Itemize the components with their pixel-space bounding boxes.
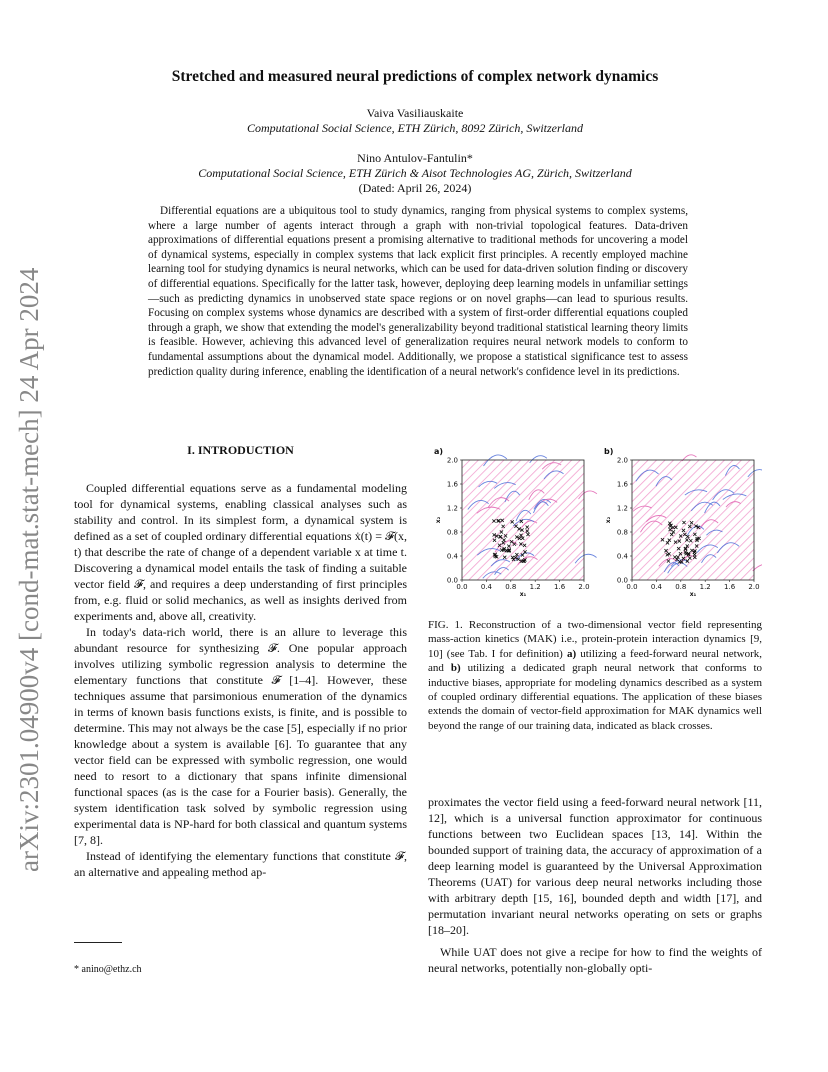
y-tick-label: 0.4	[616, 552, 628, 561]
caption-tail: utilizing a dedicated graph neural network that conforms to inductive biases, appropriate for modeling dynamics described as a system of coupled ordinary differential equations. The application of these biases extends the domain of vector-field approximation for MAK dynamics well beyond the range of our training data, indicated as black crosses.	[428, 662, 763, 732]
x-tick-label: 1.2	[699, 583, 711, 591]
intro-paragraph-2: In today's data-rich world, there is an allure to leverage this abundant resource for synthesizing 𝓕. One popular approach involves utilizing symbolic regression analysis to determine the elementary functions that constitute 𝓕 [1–4]. However, these techniques assume that parsimonious enumeration of the dynamics in terms of known basis functions exists, is finite, and is possible to determine. This may not always be the case [5], especially if no prior knowledge about a system is available [6]. To guarantee that any vector field can be expressed with symbolic regression, one would need to resort to a dictionary that spans infinite dimensional functional spaces (as is the case for a Fourier basis). Generally, the system identification task solved by symbolic regression using experimental data is NP-hard for both classical and quantum systems [7, 8].	[74, 625, 407, 847]
y-tick-label: 1.2	[616, 504, 628, 513]
x-tick-label: 0.4	[650, 583, 662, 591]
y-axis-label: x₂	[435, 516, 442, 524]
x-tick-label: 0.0	[626, 583, 638, 591]
right-paragraph-2: While UAT does not give a recipe for how to find the weights of neural networks, potentially non-globally opti-	[428, 945, 762, 975]
paper-title: Stretched and measured neural predictions of complex network dynamics	[171, 68, 659, 85]
y-tick-label: 1.6	[616, 480, 628, 489]
y-tick-label: 0.8	[616, 528, 628, 537]
arxiv-identifier: arXiv:2301.04900v4 [cond-mat.stat-mech] 24 Apr 2024	[14, 267, 44, 872]
y-tick-label: 0.8	[446, 528, 458, 537]
dated-line: (Dated: April 26, 2024)	[358, 181, 472, 195]
author-name-2: Nino Antulov-Fantulin*	[357, 151, 473, 165]
x-tick-label: 0.8	[505, 583, 517, 591]
x-tick-label: 2.0	[748, 583, 760, 591]
x-tick-label: 1.2	[529, 583, 541, 591]
y-tick-label: 0.0	[446, 576, 458, 585]
y-axis-label: x₂	[605, 516, 612, 524]
left-column	[74, 442, 407, 880]
intro-paragraph-1: Coupled differential equations serve as a fundamental modeling tool for dynamical systems, enabling classical analyses such as stability and control. In its simplest form, a dynamical system is defined as a set of coupled ordinary differential equations ẋ(t) = 𝓕(x, t) that describe the rate of change of a dependent variable x at time t. Discovering a dynamical model entails the task of finding a suitable vector field 𝓕, and requires a deep understanding of first principles from, e.g. fluid or solid mechanics, as well as insights derived from experiments and, above all, creativity.	[74, 481, 407, 623]
author-name-1: Vaiva Vasiliauskaite	[366, 106, 464, 120]
intro-paragraph-3: Instead of identifying the elementary functions that constitute 𝓕, an alternative and appealing method ap-	[74, 849, 407, 879]
y-tick-label: 0.4	[446, 552, 458, 561]
footnote: * anino@ethz.ch	[74, 964, 142, 975]
caption-lead: FIG. 1. Reconstruction of a two-dimensional vector field representing mass-action kinetics (MAK) i.e., protein-protein interaction dynamics [9, 10] (see Tab. I for definition)	[428, 619, 762, 660]
x-tick-label: 0.0	[456, 583, 468, 591]
hatched-region	[632, 460, 754, 580]
caption-a-marker: a)	[566, 647, 577, 660]
y-tick-label: 1.6	[446, 480, 458, 489]
figure-caption	[428, 618, 762, 733]
caption-mid: utilizing a feed-forward neural network, and	[428, 647, 762, 675]
x-tick-label: 2.0	[578, 583, 590, 591]
right-paragraph-1: proximates the vector field using a feed-forward neural network [11, 12], which is a universal function approximator for continuous functions between two Euclidean spaces [13, 14]. Within the bounded support of training data, the accuracy of approximation of a deep learning model is guaranteed by the Universal Approximation Theorems (UAT) for various deep neural networks including those with arbitrary depth [15, 16], bounded depth and width [17], and permutation invariant neural networks operating on sets or graphs [18–20].	[428, 795, 762, 937]
x-tick-label: 0.8	[675, 583, 687, 591]
y-tick-label: 2.0	[616, 456, 628, 465]
caption-b-marker: b)	[450, 662, 461, 675]
y-tick-label: 1.2	[446, 504, 458, 513]
arxiv-stamp	[12, 0, 52, 1072]
x-axis-label: x₁	[519, 591, 527, 598]
panel-label: a)	[434, 447, 444, 456]
right-column	[428, 794, 762, 976]
y-tick-label: 0.0	[616, 576, 628, 585]
footnote-rule	[74, 942, 122, 943]
figure-panel-b	[604, 447, 762, 598]
x-tick-label: 1.6	[554, 583, 566, 591]
author-affiliation-2: Computational Social Science, ETH Zürich & Aisot Technologies AG, Zürich, Switzerland	[198, 166, 632, 180]
x-axis-label: x₁	[689, 591, 697, 598]
x-tick-label: 0.4	[480, 583, 492, 591]
section-heading: I. INTRODUCTION	[187, 443, 294, 457]
panel-label: b)	[604, 447, 614, 456]
y-tick-label: 2.0	[446, 456, 458, 465]
author-affiliation-1: Computational Social Science, ETH Zürich, 8092 Zürich, Switzerland	[247, 121, 583, 135]
figure-1	[428, 442, 762, 612]
figure-panel-a	[434, 447, 597, 598]
abstract: Differential equations are a ubiquitous tool to study dynamics, ranging from physical systems to complex systems, where a large number of agents interact through a graph with non-trivial topological features. Data-driven approximations of differential equations present a promising alternative to traditional methods for uncovering a model of dynamical systems, especially in complex systems that lack explicit first principles. A recently employed machine learning tool for studying dynamics is neural networks, which can be used for data-driven solution finding or discovery of differential equations. Specifically for the latter task, however, deploying deep learning models in unfamiliar settings—such as predicting dynamics in unobserved state space regions or on novel graphs—can lead to spurious results. Focusing on complex systems whose dynamics are described with a system of first-order differential equations coupled through a graph, we show that extending the model's generalizability beyond traditional statistical learning theory limits is feasible. However, achieving this advanced level of generalization requires neural network models to conform to fundamental assumptions about the dynamical model. Additionally, we propose a statistical significance test to assess prediction quality during inference, enabling the identification of a neural network's confidence level in its predictions.	[148, 205, 688, 378]
x-tick-label: 1.6	[724, 583, 736, 591]
